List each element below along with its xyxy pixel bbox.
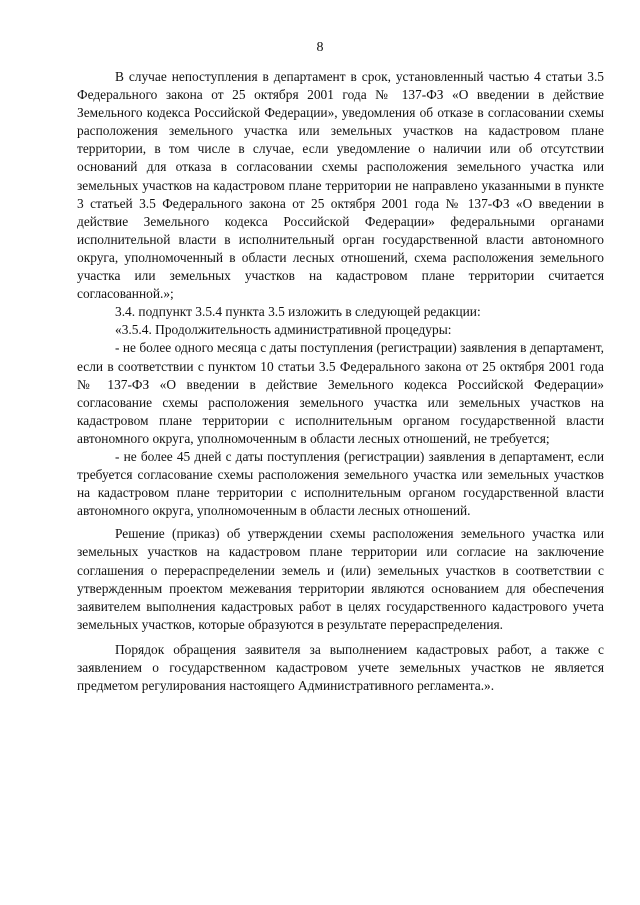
list-item-one-month: - не более одного месяца с даты поступления (регистрации) заявления в департамент, если в соответствии с пунктом 10 статьи 3.5 Федерального закона от 25 октября 2001 года № 137-ФЗ «О введении в действие Земельного кодекса Российской Федерации» согласование схемы расположения земельного участка или земельных участков на кадастровом плане территории с исполнительным органом государственной власти автономного округа, уполномоченным в области лесных отношений, не требуется; — [77, 340, 604, 446]
paragraph-cadastral-works: Порядок обращения заявителя за выполнением кадастровых работ, а также с заявлением о государственном кадастровом учете земельных участков не является предметом регулирования настоящего Административного регламента.». — [77, 641, 604, 694]
page-number: 8 — [316, 40, 324, 55]
document-body — [77, 68, 604, 695]
paragraph-decision-order: Решение (приказ) об утверждении схемы расположения земельного участка или земельных участков на кадастровом плане территории или согласие на заключение соглашения о перераспределении земель и (или) земельных участков в соответствии с утвержденным проектом межевания территории являются основанием для обеспечения заявителем выполнения кадастровых работ в целях государственного кадастрового учета земельных участков, которые образуются в результате перераспределения. — [77, 526, 604, 632]
paragraph-notification-consent: В случае непоступления в департамент в срок, установленный частью 4 статьи 3.5 Федерального закона от 25 октября 2001 года № 137-ФЗ «О введении в действие Земельного кодекса Российской Федерации», уведомления об отказе в согласовании схемы расположения земельного участка или земельных участков на кадастровом плане территории, в том числе в случае, если уведомление о наличии или об отсутствии оснований для отказа в согласовании схемы расположения земельного участка или земельных участков на кадастровом плане территории не направлено указанными в пункте 3 статьей 3.5 Федерального закона от 25 октября 2001 года № 137-ФЗ «О введении в действие Земельного кодекса Российской Федерации» федеральными органами исполнительной власти в исполнительный орган государственной власти автономного округа, уполномоченный в области лесных отношений, схема расположения земельного участка или земельных участков на кадастровом плане территории считается согласованной.»; — [77, 69, 604, 302]
list-item-45-days: - не более 45 дней с даты поступления (регистрации) заявления в департамент, если требуется согласование схемы расположения земельного участка или земельных участков на кадастровом плане территории с исполнительным органом государственной власти автономного округа, уполномоченным в области лесных отношений. — [77, 448, 604, 519]
paragraph-procedure-duration: «3.5.4. Продолжительность административной процедуры: — [115, 322, 452, 338]
paragraph-subclause-amendment: 3.4. подпункт 3.5.4 пункта 3.5 изложить в следующей редакции: — [115, 304, 481, 320]
